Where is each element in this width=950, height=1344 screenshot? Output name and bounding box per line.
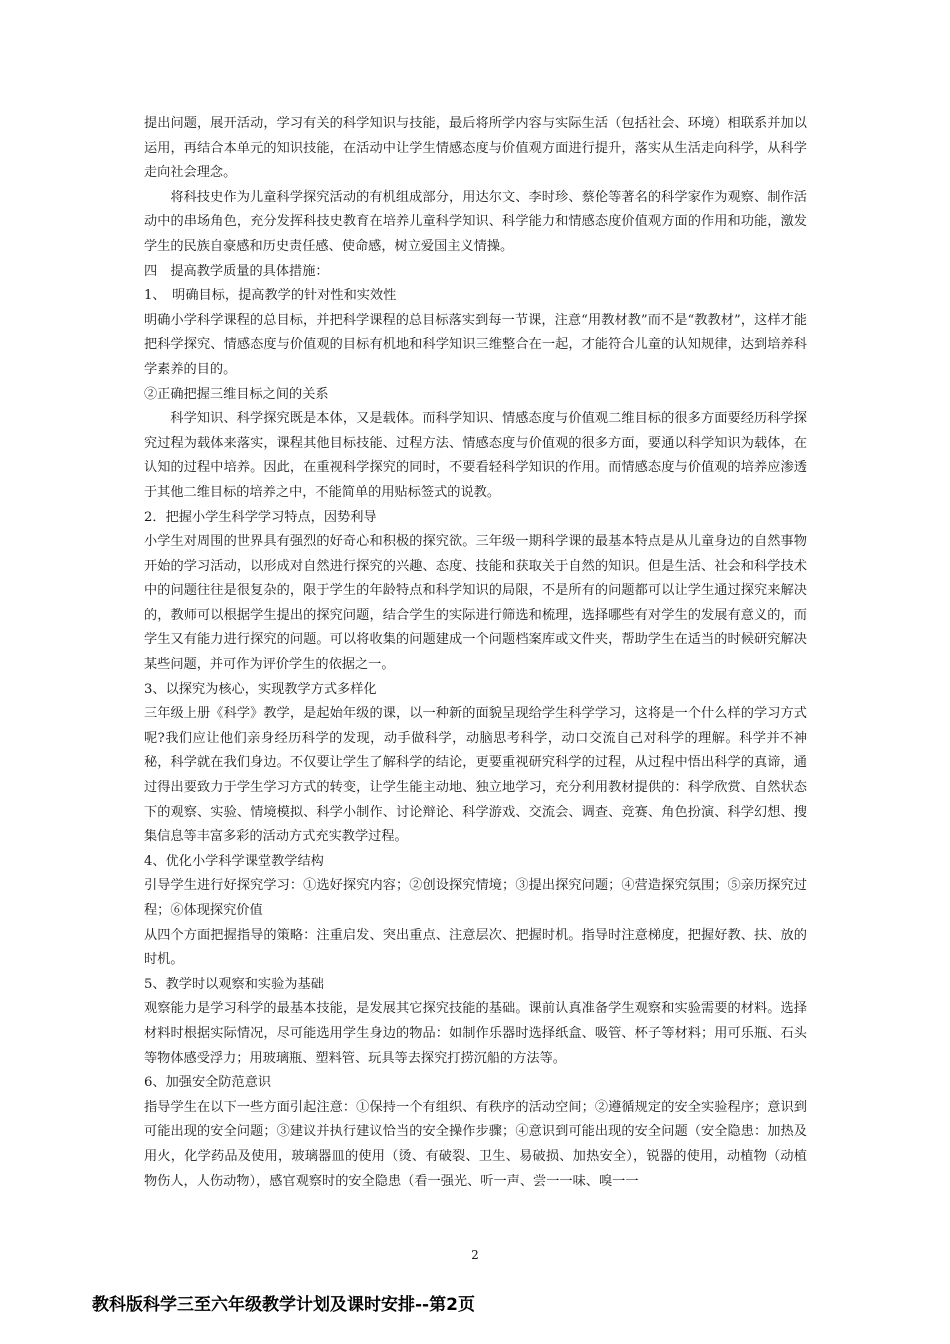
paragraph: 2．把握小学生科学学习特点，因势利导 <box>144 509 377 525</box>
paragraph: 引导学生进行好探究学习：①选好探究内容；②创设探究情境；③提出探究问题；④营造探究氛围；⑤亲历探究过程；⑥体现探究价值 <box>144 878 807 918</box>
page-number: 2 <box>471 1248 479 1262</box>
paragraph: 4、优化小学科学课堂教学结构 <box>144 853 324 869</box>
paragraph: 观察能力是学习科学的最基本技能，是发展其它探究技能的基础。课前认真准备学生观察和实验需要的材料。选择材料时根据实际情况，尽可能选用学生身边的物品：如制作乐器时选择纸盒、吸管、杯子等材料；用可乐瓶、石头等物体感受浮力；用玻璃瓶、塑料管、玩具等去探究打捞沉船的方法等。 <box>144 1001 807 1066</box>
paragraph: 3、以探究为核心，实现教学方式多样化 <box>144 681 377 697</box>
paragraph: 提出问题，展开活动，学习有关的科学知识与技能，最后将所学内容与实际生活（包括社会、环境）相联系并加以运用，再结合本单元的知识技能，在活动中让学生情感态度与价值观方面进行提升，落实从生活走向科学，从科学走向社会理念。 <box>144 116 807 181</box>
paragraph: 将科技史作为儿童科学探究活动的有机组成部分，用达尔文、李时珍、蔡伦等著名的科学家作为观察、制作活动中的串场角色，充分发挥科技史教育在培养儿童科学知识、科学能力和情感态度价值观方面的作用和功能，激发学生的民族自豪感和历史责任感、使命感，树立爱国主义情操。 <box>144 189 807 254</box>
paragraph: 三年级上册《科学》教学，是起始年级的课，以一种新的面貌呈现给学生科学学习，这将是一个什么样的学习方式呢?我们应让他们亲身经历科学的发现，动手做科学，动脑思考科学，动口交流自己对科学的理解。科学并不神秘，科学就在我们身边。不仅要让学生了解科学的结论，更要重视研究科学的过程，从过程中悟出科学的真谛，通过得出要致力于学生学习方式的转变，让学生能主动地、独立地学习，充分利用教材提供的：科学欣赏、自然状态下的观察、实验、情境模拟、科学小制作、讨论辩论、科学游戏、交流会、调查、竞赛、角色扮演、科学幻想、搜集信息等丰富多彩的活动方式充实教学过程。 <box>144 706 807 845</box>
paragraph: 指导学生在以下一些方面引起注意：①保持一个有组织、有秩序的活动空间；②遵循规定的安全实验程序；意识到可能出现的安全问题；③建议并执行建议恰当的安全操作步骤；④意识到可能出现的安全问题（安全隐患：加热及用火，化学药品及使用，玻璃器皿的使用（烫、有破裂、卫生、易破损、加热安全），锐器的使用，动植物（动植物伤人，人伤动物），感官观察时的安全隐患（看一强光、听一声、尝一一味、嗅一一 <box>144 1099 807 1189</box>
document-body <box>144 112 807 1194</box>
paragraph: 1、 明确目标，提高教学的针对性和实效性 <box>144 288 397 304</box>
paragraph: 四 提高教学质量的具体措施： <box>144 263 329 279</box>
paragraph: 从四个方面把握指导的策略：注重启发、突出重点、注意层次、把握时机。指导时注意梯度，把握好教、扶、放的时机。 <box>144 927 807 968</box>
paragraph: ②正确把握三维目标之间的关系 <box>144 386 329 402</box>
paragraph: 5、教学时以观察和实验为基础 <box>144 976 324 992</box>
paragraph: 小学生对周围的世界具有强烈的好奇心和积极的探究欲。三年级一期科学课的最基本特点是从儿童身边的自然事物开始的学习活动，以形成对自然进行探究的兴趣、态度、技能和获取关于自然的知识。但是生活、社会和科学技术中的问题往往是很复杂的，限于学生的年龄特点和科学知识的局限，不是所有的问题都可以让学生通过探究来解决的，教师可以根据学生提出的探究问题，结合学生的实际进行筛选和梳理，选择哪些有对学生的发展有意义的，而学生又有能力进行探究的问题。可以将收集的问题建成一个问题档案库或文件夹，帮助学生在适当的时候研究解决某些问题，并可作为评价学生的依据之一。 <box>144 534 807 673</box>
footer-title: 教科版科学三至六年级教学计划及课时安排--第2页 <box>92 1295 475 1315</box>
paragraph: 明确小学科学课程的总目标，并把科学课程的总目标落实到每一节课，注意“用教材教”而不是“教教材”，这样才能把科学探究、情感态度与价值观的目标有机地和科学知识三维整合在一起，才能符合儿童的认知规律，达到培养科学素养的目的。 <box>144 312 807 377</box>
paragraph: 6、加强安全防范意识 <box>144 1075 272 1091</box>
paragraph: 科学知识、科学探究既是本体，又是载体。而科学知识、情感态度与价值观二维目标的很多方面要经历科学探究过程为载体来落实，课程其他目标技能、过程方法、情感态度与价值观的很多方面，要通以科学知识为载体，在认知的过程中培养。因此，在重视科学探究的同时，不要看轻科学知识的作用。而情感态度与价值观的培养应渗透于其他二维目标的培养之中，不能简单的用贴标签式的说教。 <box>144 411 807 500</box>
